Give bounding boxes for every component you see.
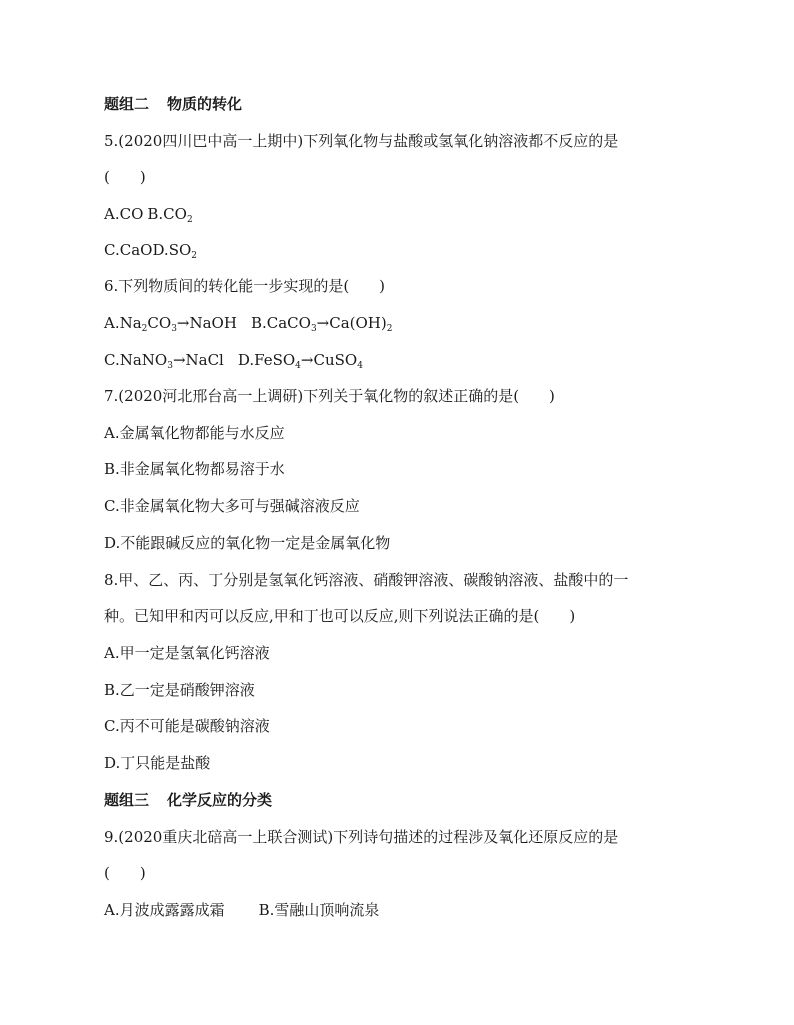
question-8-option-c: C.丙不可能是碳酸钠溶液 [104,717,270,735]
section-heading-group2 [104,94,242,114]
question-5-options-cd [104,240,197,260]
option-a: A.CO [104,205,144,223]
question-8-option-d: D.丁只能是盐酸 [104,754,211,772]
question-7-option-c: C.非金属氧化物大多可与强碱溶液反应 [104,497,360,515]
section-heading-group3 [104,790,272,810]
group-label: 题组二 [104,95,150,113]
option-c: C.CaO [104,241,153,259]
question-7-option-a: A.金属氧化物都能与水反应 [104,424,285,442]
question-8-option-a: A.甲一定是氢氧化钙溶液 [104,644,270,662]
option-d: D.FeSO$_4$→CuSO$_4$ [237,351,363,371]
option-d: $D.SO_2$ [152,241,198,261]
question-6-options-cd [104,350,363,370]
question-5-stem: 5.(2020四川巴中高一上期中)下列氧化物与盐酸或氢氧化钠溶液都不反应的是 [104,132,619,150]
group-title: 物质的转化 [167,95,243,113]
question-9-stem: 9.(2020重庆北碚高一上联合测试)下列诗句描述的过程涉及氧化还原反应的是 [104,828,619,846]
option-b: B.雪融山顶响流泉 [258,901,380,919]
question-9-options-ab [104,900,379,920]
question-5-paren: ( ) [104,168,146,186]
question-7-option-b: B.非金属氧化物都易溶于水 [104,460,285,478]
option-a: $A.Na_2CO_3\to NaOH$ [104,314,237,334]
question-8-stem-line1: 8.甲、乙、丙、丁分别是氢氧化钙溶液、硝酸钾溶液、碳酸钠溶液、盐酸中的一 [104,571,629,589]
question-5-options-ab [104,204,193,224]
question-7-stem: 7.(2020河北邢台高一上调研)下列关于氧化物的叙述正确的是( ) [104,387,555,405]
option-a: A.月波成露露成霜 [104,901,225,919]
question-7-option-d: D.不能跟碱反应的氧化物一定是金属氧化物 [104,534,391,552]
question-9-paren: ( ) [104,864,146,882]
question-8-stem-line2: 种。已知甲和丙可以反应,甲和丁也可以反应,则下列说法正确的是( ) [104,607,576,625]
question-6-options-ab [104,313,392,333]
question-8-option-b: B.乙一定是硝酸钾溶液 [104,681,255,699]
group-title: 化学反应的分类 [167,791,273,809]
option-c: C.NaNO$_3$→NaCl [104,351,224,371]
question-6-stem: 6.下列物质间的转化能一步实现的是( ) [104,277,386,295]
group-label: 题组三 [104,791,150,809]
option-b: $B.CO_2$ [147,205,193,225]
option-b: $B.CaCO_3\to Ca(OH)_2$ [250,314,393,334]
